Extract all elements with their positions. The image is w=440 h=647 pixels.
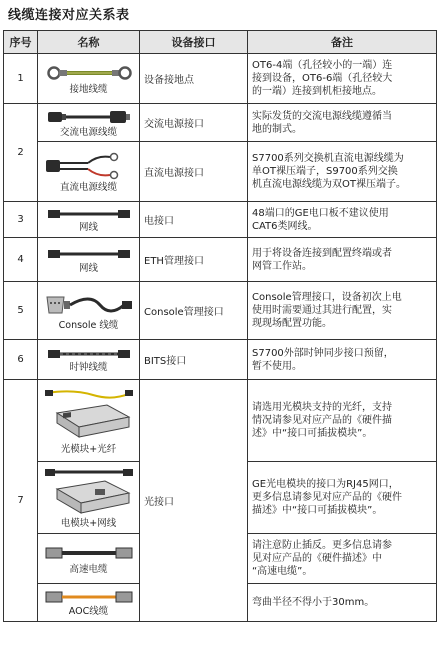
cable-cell: [38, 104, 140, 142]
cable-cell: [38, 534, 140, 584]
row-seq: 6: [4, 340, 38, 380]
row-seq: 4: [4, 238, 38, 282]
note-cell: [248, 534, 437, 584]
cable-name: AOC线缆: [68, 606, 109, 617]
cable-name: 直流电源线缆: [59, 182, 117, 193]
cable-name: 交流电源线缆: [59, 127, 117, 138]
note-line: S7700系列交换机直流电源线缆为: [252, 153, 404, 164]
cable-cell: [38, 380, 140, 462]
cable-name: 网线: [78, 263, 98, 274]
cable-cell: [38, 584, 140, 622]
interface-cell: 设备接地点: [140, 54, 248, 104]
note-line: 现现场配置功能。: [252, 318, 332, 329]
header-name: 名称: [38, 31, 140, 54]
note-line: 弯曲半径不得小于30mm。: [252, 597, 375, 608]
row-seq: 1: [4, 54, 38, 104]
console-cable-icon: [44, 291, 134, 319]
note-cell: [248, 282, 437, 340]
note-line: Console管理接口，设备初次上电: [252, 292, 402, 303]
note-line: 使用时需要通过其进行配置，实: [252, 305, 392, 316]
table-row: [4, 202, 437, 238]
table-row: [4, 54, 437, 104]
header-seq: 序号: [4, 31, 38, 54]
clock-cable-icon: [46, 347, 132, 361]
note-cell: [248, 104, 437, 142]
note-line: 实际发货的交流电源线缆遵循当: [252, 110, 392, 122]
row-seq: 3: [4, 202, 38, 238]
cable-name: 电模块+网线: [60, 518, 117, 529]
note-cell: [248, 340, 437, 380]
note-line: 请选用光模块支持的光纤，支持: [252, 402, 392, 413]
cable-cell: [38, 142, 140, 202]
cable-name: 网线: [78, 222, 98, 233]
note-line: 暂不使用。: [252, 360, 302, 372]
note-cell: [248, 54, 437, 104]
note-line: 地的制式。: [252, 123, 302, 135]
row-seq: 5: [4, 282, 38, 340]
note-line: 机直流电源线缆为双OT裸压端子。: [252, 179, 406, 190]
cable-cell: [38, 54, 140, 104]
row-seq: 2: [4, 104, 38, 202]
note-line: 见对应产品的《硬件描述》中: [252, 553, 382, 564]
note-line: 情况请参见对应产品的《硬件描: [252, 415, 392, 426]
note-cell: [248, 238, 437, 282]
note-cell: [248, 462, 437, 534]
ground-cable-icon: [46, 63, 132, 83]
table-row: [4, 238, 437, 282]
note-line: “高速电缆”。: [252, 566, 313, 577]
cable-name: Console 线缆: [58, 320, 119, 331]
note-line: 的一端）连接到机柜接地点。: [252, 86, 382, 97]
note-cell: [248, 584, 437, 622]
header-interface: 设备接口: [140, 31, 248, 54]
note-line: 描述》中“接口可插拔模块”。: [252, 505, 383, 516]
note-line: 网管工作站。: [252, 260, 312, 272]
dc-power-cable-icon: [44, 151, 134, 181]
interface-cell: ETH管理接口: [140, 238, 248, 282]
note-cell: [248, 380, 437, 462]
table-row: [4, 142, 437, 202]
note-line: 更多信息请参见对应产品的《硬件: [252, 492, 402, 503]
cable-cell: [38, 340, 140, 380]
table-title: 线缆连接对应关系表: [8, 8, 130, 23]
table-row: [4, 104, 437, 142]
note-line: 单OT裸压端子，S9700系列交换: [252, 166, 398, 177]
cable-cell: [38, 202, 140, 238]
high-speed-cable-icon: [44, 543, 134, 563]
interface-cell: 光接口: [140, 380, 248, 622]
note-line: 48端口的GE电口板不建议使用: [252, 207, 389, 219]
table-row: [4, 380, 437, 462]
note-line: 接到设备，OT6-6端（孔径较大: [252, 73, 393, 84]
cable-cell: [38, 462, 140, 534]
note-line: 用于将设备连接到配置终端或者: [252, 247, 392, 259]
table-row: [4, 282, 437, 340]
row-seq: 7: [4, 380, 38, 622]
note-line: 述》中“接口可插拔模块”。: [252, 428, 373, 439]
note-line: S7700外部时钟同步接口预留，: [252, 347, 394, 359]
note-cell: [248, 142, 437, 202]
aoc-cable-icon: [44, 589, 134, 605]
note-line: OT6-4端（孔径较小的一端）连: [252, 60, 393, 71]
network-cable-icon: [46, 246, 132, 262]
cable-name: 接地线缆: [69, 84, 108, 95]
table-row: [4, 340, 437, 380]
cable-cell: [38, 238, 140, 282]
network-cable-icon: [46, 207, 132, 221]
header-row: [4, 31, 437, 54]
cable-name: 时钟线缆: [69, 362, 108, 373]
optical-module-fiber-icon: [43, 387, 135, 443]
cable-name: 高速电缆: [69, 564, 108, 575]
note-line: 请注意防止插反。更多信息请参: [252, 540, 392, 551]
cable-name: 光模块+光纤: [60, 444, 117, 455]
interface-cell: Console管理接口: [140, 282, 248, 340]
interface-cell: 交流电源接口: [140, 104, 248, 142]
interface-cell: BITS接口: [140, 340, 248, 380]
electrical-module-cable-icon: [43, 467, 135, 517]
note-line: GE光电模块的接口为RJ45网口，: [252, 479, 399, 490]
cable-table: [3, 30, 437, 622]
header-note: 备注: [248, 31, 437, 54]
ac-power-cable-icon: [46, 108, 132, 126]
interface-cell: 直流电源接口: [140, 142, 248, 202]
cable-cell: [38, 282, 140, 340]
interface-cell: 电接口: [140, 202, 248, 238]
note-cell: [248, 202, 437, 238]
note-line: CAT6类网线。: [252, 220, 318, 232]
